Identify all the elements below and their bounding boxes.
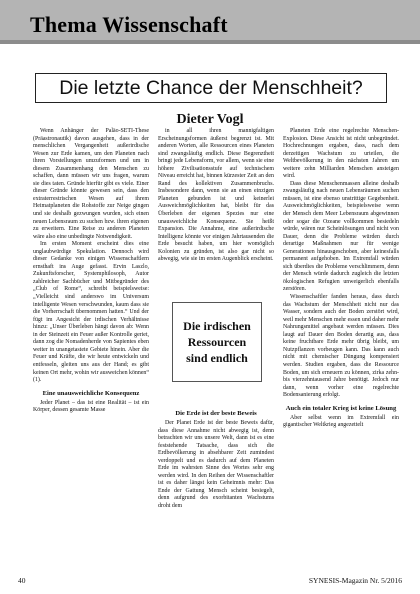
paragraph: Planeten Erde eine regelrechte Menschen-Explosion. Diese Ansicht ist nicht unbegründet. Hochrechnungen ergaben, dass, nach dem derzeitigen Wachstum zu urteilen, die Weltbevölkerung in den nächsten Jahren um weitere zehn Milliarden Menschen ansteigen wird.	[283, 128, 399, 180]
article-title-box	[35, 73, 387, 103]
paragraph: Im ersten Moment erscheint dies eine unglaubwürdige Spekulation. Dennoch wird dieser Gedanke von einigen Wissenschaftlern ernsthaft ins Auge gefasst. Ervin Laszlo, Zukunftsforscher, Systemphilosoph, Autor zahlreicher Sachbücher und Mitbegründer des „Club of Rome“, schreibt beispielsweise: „Vielleicht sind anderswo im Universum intelligente Wesen verschwunden, kaum dass sie die Vorherrschaft übernommen hatten.“ Und der fügt im Angesicht der irdischen Verhältnisse hinzu: „Unser Überleben hängt davon ab: Wenn in der Steinzeit ein Feuer außer Kontrolle geriet, dann zog die Nomadenherde von Sapientes eben weiter in unangetastete Gebiete hinein. Aber die Feuer und Kräfte, die wir heute entwickeln und entfesseln, gleiten uns aus der Hand; es gibt keinen Ort mehr, wohin wir ausweichen können“ (1).	[33, 241, 149, 384]
paragraph: in all ihren mannigfaltigen Erscheinungsformen äußerst begrenzt ist. Mit anderen Worten, alle Ressourcen eines Planeten sind zwangsläufig endlich. Diese Begrenztheit bringt jede Lebensform, vor allem, wenn sie eine höhere Zivilisationsstufe auf technischem Niveau erreicht hat, binnen kürzester Zeit an den Rand des kollektiven Zusammenbruchs. Insbesondere dann, wenn sie an einen einzigen Planeten gebunden ist und keinerlei Ausweichmöglichkeiten hat, bleibt für das Überleben der eigenen Spezies nur eine unausweichliche Konsequenz. Sie heißt Expansion. Die Annahme, eine außerirdische Intelligenz könnte vor einigen Jahrtausenden die Erde besucht haben, um hier womöglich Kolonien zu gründen, ist also gar nicht so abwegig, wie sie im ersten Augenblick erscheint.	[158, 128, 274, 263]
pull-quote-line: Ressourcen	[187, 335, 247, 349]
paragraph: Dass diese Menschenmassen alleine deshalb zwangsläufig nach neuen Lebensräumen suchen müssen, ist eine ebenso unstrittige Gegebenheit. Ausweichmöglichkeiten, beispielsweise wenn der Mensch dem Meer Lebensraum abgewinnen oder sogar die Ozeane vollkommen besiedeln würde, wären nur Scheinlösungen und nicht von Dauer, denn die Probleme würden durch derartige Maßnahmen nur für wenige Generationen hinausgeschoben, aber keinesfalls permanent aufgehoben. Im Extremfall würden sich überdies die Probleme verschlimmern, denn der Mensch würde dadurch zugleich die letzten ökologischen Refugien unweigerlich ebenfalls zerstören.	[283, 180, 399, 293]
pull-quote-line: Die irdischen	[183, 319, 251, 333]
article-title: Die letzte Chance der Menschheit?	[59, 76, 363, 99]
paragraph: Wissenschaftler fanden heraus, dass durch das Wachstum der Menschheit nicht nur das Wasser, sondern auch der Boden zerstört wird, weil mehr Menschen mehr essen und daher mehr Nahrungsmittel angebaut werden müssen. Dies laugt auf Dauer den Boden derartig aus, dass keine fruchtbare Erde mehr übrig bleibt, um Nutzpflanzen vorbeugen kann. Das kann auch nicht mit chemischer Düngung kompensiert werden. Studien ergaben, dass die Ressource Boden, um sich erneuern zu können, zirka zehn- bis vierzehntausend Jahre benötigt. Jedoch nur dann, wenn vorher eine regelrechte Bodensanierung erfolgt.	[283, 294, 399, 399]
column-1	[33, 128, 149, 415]
paragraph: Der Planet Erde ist der beste Beweis dafür, dass diese Annahme nicht abwegig ist, denn betrachten wir uns unsere Welt, dann ist es eine feststehende Tatsache, dass sich die Erdbevölkerung in absehbarer Zeit zumindest verdoppelt und es dadurch auf dem Planeten Erde im wahrsten Sinne des Wortes sehr eng werden wird. In den Reihen der Wissenschaftler ist es daher längst kein Geheimnis mehr: Das Ende der Gattung Mensch scheint besiegelt, denn aufgrund des exorbitanten Wachstums droht dem	[158, 420, 274, 510]
pull-quote-box	[172, 302, 262, 382]
pull-quote-line: sind endlich	[186, 351, 248, 365]
paragraph: Aber selbst wenn im Extremfall ein gigantischer Weltkrieg angezettelt	[283, 414, 399, 429]
section-title: Thema Wissenschaft	[30, 12, 228, 37]
column-2-lower	[158, 410, 274, 511]
subheading: Auch ein totaler Krieg ist keine Lösung	[285, 404, 397, 412]
page-number: 40	[18, 576, 26, 585]
magazine-issue: SYNESIS-Magazin Nr. 5/2016	[308, 576, 402, 585]
subheading: Die Erde ist der beste Beweis	[175, 410, 257, 417]
column-3	[283, 128, 399, 430]
header-bar-edge	[0, 40, 420, 44]
subheading: Eine unausweichliche Konsequenz	[42, 389, 140, 397]
paragraph: Wenn Anhänger der Paläo-SETI-These (Präastronautik) davon ausgehen, dass in der menschlichen Vergangenheit außerirdische Wesen zur Erde kamen, um den Planeten nach ihren Vorstellungen umzuformen und um in diesem Zusammenhang den Menschen zu schaffen, dann müssen wir uns fragen, warum sie dies taten. Gründe hierfür gibt es viele. Einer dieser Gründe könnte gewesen sein, dass den extraterrestrischen Wesen auf ihrem Heimatplaneten die Rohstoffe zur Neige gingen und sie deshalb gezwungen wurden, sich einen neuen Lebensraum zu suchen bzw. ihren eigenen zu erweitern. Eine Reise zu anderen Planeten wäre also eine unbedingte Notwendigkeit.	[33, 128, 149, 240]
article-author: Dieter Vogl	[176, 112, 244, 127]
column-2	[158, 128, 274, 264]
paragraph: Jeder Planet – das ist eine Realität – ist ein Körper, dessen gesamte Masse	[33, 399, 149, 414]
